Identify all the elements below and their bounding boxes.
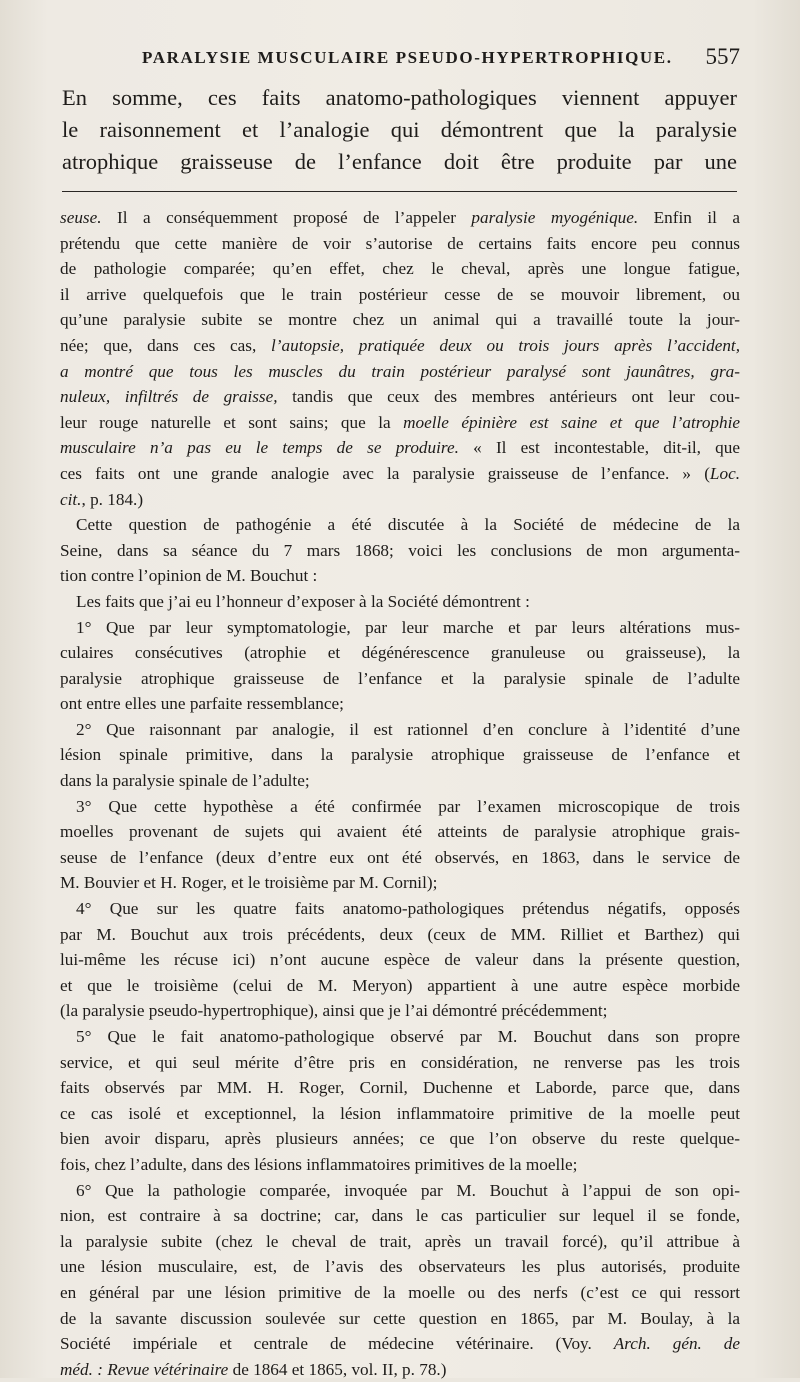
- footnote-line: [60, 1050, 740, 1076]
- footnote-text: ce cas isolé et exceptionnel, la lésion inflammatoire primitive de la moelle peut: [60, 1103, 740, 1123]
- footnote-text: de la savante discussion soulevée sur cette question en 1865, par M. Boulay, à la: [60, 1308, 740, 1328]
- footnote-italic-text: seuse.: [60, 208, 102, 227]
- footnote-text: 2° Que raisonnant par analogie, il est rationnel d’en conclure à l’identité d’une: [76, 719, 740, 739]
- footnote-line: [60, 819, 740, 845]
- footnote-line: [60, 717, 740, 743]
- footnote-line: [60, 1203, 740, 1229]
- footnote-line: [60, 1075, 740, 1101]
- footnote-text: dans la paralysie spinale de l’adulte;: [60, 771, 310, 791]
- footnote-text: de 1864 et 1865, vol. II, p. 78.): [228, 1359, 447, 1379]
- footnote-italic-text: moelle épinière est saine et que l’atrophie: [403, 412, 741, 432]
- footnote-line: [60, 1229, 740, 1255]
- footnote-text: 5° Que le fait anatomo-pathologique observé par M. Bouchut dans son propre: [76, 1027, 740, 1046]
- footnote-line: [60, 359, 740, 385]
- footnote-italic-text: Arch. gén. de: [613, 1334, 740, 1354]
- footnote-text: tandis que ceux des membres antérieurs ont leur cou-: [277, 387, 741, 407]
- body-line: atrophique graisseuse de l’enfance doit être produite par une: [62, 149, 737, 174]
- footnote-italic-text: nuleux, infiltrés de graisse,: [60, 387, 278, 407]
- footnote-text: , p. 184.): [81, 489, 144, 509]
- footnote-text: paralysie atrophique graisseuse de l’enfance et la paralysie spinale de l’adulte: [60, 668, 740, 688]
- footnote-italic-text: Loc.: [709, 463, 740, 483]
- footnote-text: 3° Que cette hypothèse a été confirmée par l’examen microscopique de trois: [76, 796, 740, 816]
- footnote-line: [60, 1254, 740, 1280]
- footnote-line: [60, 742, 740, 768]
- footnote-text: prétendu que cette manière de voir s’autorise de certains faits encore peu connus: [60, 233, 740, 253]
- footnote-line: [60, 640, 740, 666]
- footnote-text: (la paralysie pseudo-hypertrophique), ainsi que je l’ai démontré précédemment;: [60, 1001, 608, 1021]
- footnote-text: une lésion musculaire, est, de l’avis des observateurs les plus autorisés, produite: [60, 1257, 740, 1277]
- footnote-text: il arrive quelquefois que le train postérieur cesse de se mouvoir librement, ou: [60, 284, 740, 304]
- footnote-line: [60, 461, 740, 487]
- footnote-separator: [62, 191, 737, 192]
- footnote-line: [60, 282, 740, 308]
- body-line: le raisonnement et l’analogie qui démontrent que la paralysie: [62, 117, 737, 142]
- footnote-italic-text: musculaire n’a pas eu le temps de se produire.: [60, 438, 459, 458]
- footnote-text: Seine, dans sa séance du 7 mars 1868; voici les conclusions de mon argumenta-: [60, 540, 740, 560]
- footnote-line: [60, 1126, 740, 1152]
- footnote-line: [60, 512, 740, 538]
- footnote-text: Il a conséquemment proposé de l’appeler: [101, 208, 472, 227]
- footnote-text: lésion spinale primitive, dans la paralysie atrophique graisseuse de l’enfance et: [60, 745, 740, 765]
- body-line: En somme, ces faits anatomo-pathologiques viennent appuyer: [62, 85, 737, 110]
- footnote-line: [60, 1178, 740, 1204]
- footnote-text: tion contre l’opinion de M. Bouchut :: [60, 566, 318, 586]
- footnote-italic-text: cit.: [60, 489, 82, 509]
- footnote-line: [60, 333, 740, 359]
- footnote-line: [60, 1331, 740, 1357]
- footnote-line: [60, 563, 740, 589]
- footnote-text: Société impériale et centrale de médecine vétérinaire. (Voy.: [60, 1334, 614, 1354]
- footnote-text: seuse de l’enfance (deux d’entre eux ont été observés, en 1863, dans le service de: [60, 847, 740, 867]
- footnote-text: en général par une lésion primitive de la moelle ou des nerfs (c’est ce qui ressort: [60, 1282, 740, 1302]
- footnote-line: [60, 435, 740, 461]
- footnote-text: « Il est incontestable, dit-il, que: [458, 438, 740, 458]
- footnote-line: [60, 691, 740, 717]
- footnote-text: fois, chez l’adulte, dans des lésions inflammatoires primitives de la moelle;: [60, 1154, 578, 1174]
- footnote-line: [60, 1280, 740, 1306]
- footnote-text: service, et qui seul mérite d’être pris en considération, ne renverse pas les trois: [60, 1052, 740, 1072]
- footnote-line: [60, 410, 740, 436]
- footnote-text: Les faits que j’ai eu l’honneur d’exposer à la Société démontrent :: [76, 591, 530, 611]
- footnote-text: moelles provenant de sujets qui avaient été atteints de paralysie atrophique grais-: [60, 822, 740, 842]
- running-head: PARALYSIE MUSCULAIRE PSEUDO-HYPERTROPHIQUE.: [142, 48, 673, 67]
- footnote-line: [60, 231, 740, 257]
- footnote-text: qu’une paralysie subite se montre chez un animal qui a travaillé toute la jour-: [60, 310, 740, 330]
- footnote-line: [60, 947, 740, 973]
- footnote-text: la paralysie subite (chez le cheval de trait, après un travail forcé), qu’il attribue à: [60, 1231, 740, 1251]
- footnote-line: [60, 845, 740, 871]
- footnote-line: [60, 256, 740, 282]
- footnote-line: [60, 538, 740, 564]
- page-header: [60, 46, 740, 74]
- body-paragraph: [62, 82, 737, 178]
- footnote-text: ces faits ont une grande analogie avec la paralysie graisseuse de l’enfance. » (: [60, 463, 710, 483]
- footnote-line: [60, 589, 740, 615]
- footnote-text: lui-même les récuse ici) n’ont aucune espèce de valeur dans la présente question,: [60, 950, 740, 970]
- footnote-text: leur rouge naturelle et sont sains; que la: [60, 412, 404, 432]
- footnote-line: [60, 1101, 740, 1127]
- footnote-text: bien avoir disparu, après plusieurs années; ce que l’on observe du reste quelque-: [60, 1129, 740, 1149]
- footnote-line: [60, 973, 740, 999]
- footnote-line: [60, 666, 740, 692]
- footnote-line: [60, 1152, 740, 1178]
- footnote-italic-text: méd. : Revue vétérinaire: [60, 1359, 229, 1379]
- footnote-line: [60, 1357, 740, 1382]
- footnote-text: ont entre elles une parfaite ressemblance;: [60, 694, 344, 714]
- footnote-line: [60, 794, 740, 820]
- footnote-line: [60, 922, 740, 948]
- footnote-line: [60, 1306, 740, 1332]
- footnote-text: née; que, dans ces cas,: [60, 335, 272, 355]
- footnote-text: par M. Bouchut aux trois précédents, deux (ceux de MM. Rilliet et Barthez) qui: [60, 924, 740, 944]
- footnote-text: 6° Que la pathologie comparée, invoquée par M. Bouchut à l’appui de son opi-: [76, 1180, 740, 1200]
- footnote-italic-text: a montré que tous les muscles du train postérieur paralysé sont jaunâtres, gra-: [60, 361, 740, 381]
- footnote-text: Cette question de pathogénie a été discutée à la Société de médecine de la: [76, 515, 740, 535]
- footnote-text: Enfin il a: [638, 208, 740, 227]
- footnote-line: [60, 1024, 740, 1050]
- footnote-line: [60, 998, 740, 1024]
- footnote-line: [60, 205, 740, 231]
- footnote-text: de pathologie comparée; qu’en effet, chez le cheval, après une longue fatigue,: [60, 259, 740, 279]
- footnote-text: M. Bouvier et H. Roger, et le troisième par M. Cornil);: [60, 873, 438, 893]
- footnote-italic-text: paralysie myogénique.: [471, 208, 639, 227]
- page-number: 557: [705, 44, 740, 69]
- footnote-line: [60, 487, 740, 513]
- footnote-text: 4° Que sur les quatre faits anatomo-pathologiques prétendus négatifs, opposés: [76, 899, 740, 919]
- footnote-line: [60, 870, 740, 896]
- footnote-italic-text: l’autopsie, pratiquée deux ou trois jours après l’accident,: [271, 335, 740, 355]
- footnote-text: faits observés par MM. H. Roger, Cornil, Duchenne et Laborde, parce que, dans: [60, 1078, 740, 1098]
- footnote-line: [60, 384, 740, 410]
- footnote-line: [60, 768, 740, 794]
- footnote-text: et que le troisième (celui de M. Meryon) appartient à une autre espèce morbide: [60, 975, 740, 995]
- footnote-line: [60, 307, 740, 333]
- footnote-line: [60, 615, 740, 641]
- footnote-line: [60, 896, 740, 922]
- footnote-text: culaires consécutives (atrophie et dégénérescence granuleuse ou graisseuse), la: [60, 643, 740, 663]
- footnote-text: 1° Que par leur symptomatologie, par leur marche et par leurs altérations mus-: [76, 617, 740, 637]
- footnote-block: [60, 205, 740, 1382]
- footnote-text: nion, est contraire à sa doctrine; car, dans le cas particulier sur lequel il se fonde,: [60, 1206, 740, 1226]
